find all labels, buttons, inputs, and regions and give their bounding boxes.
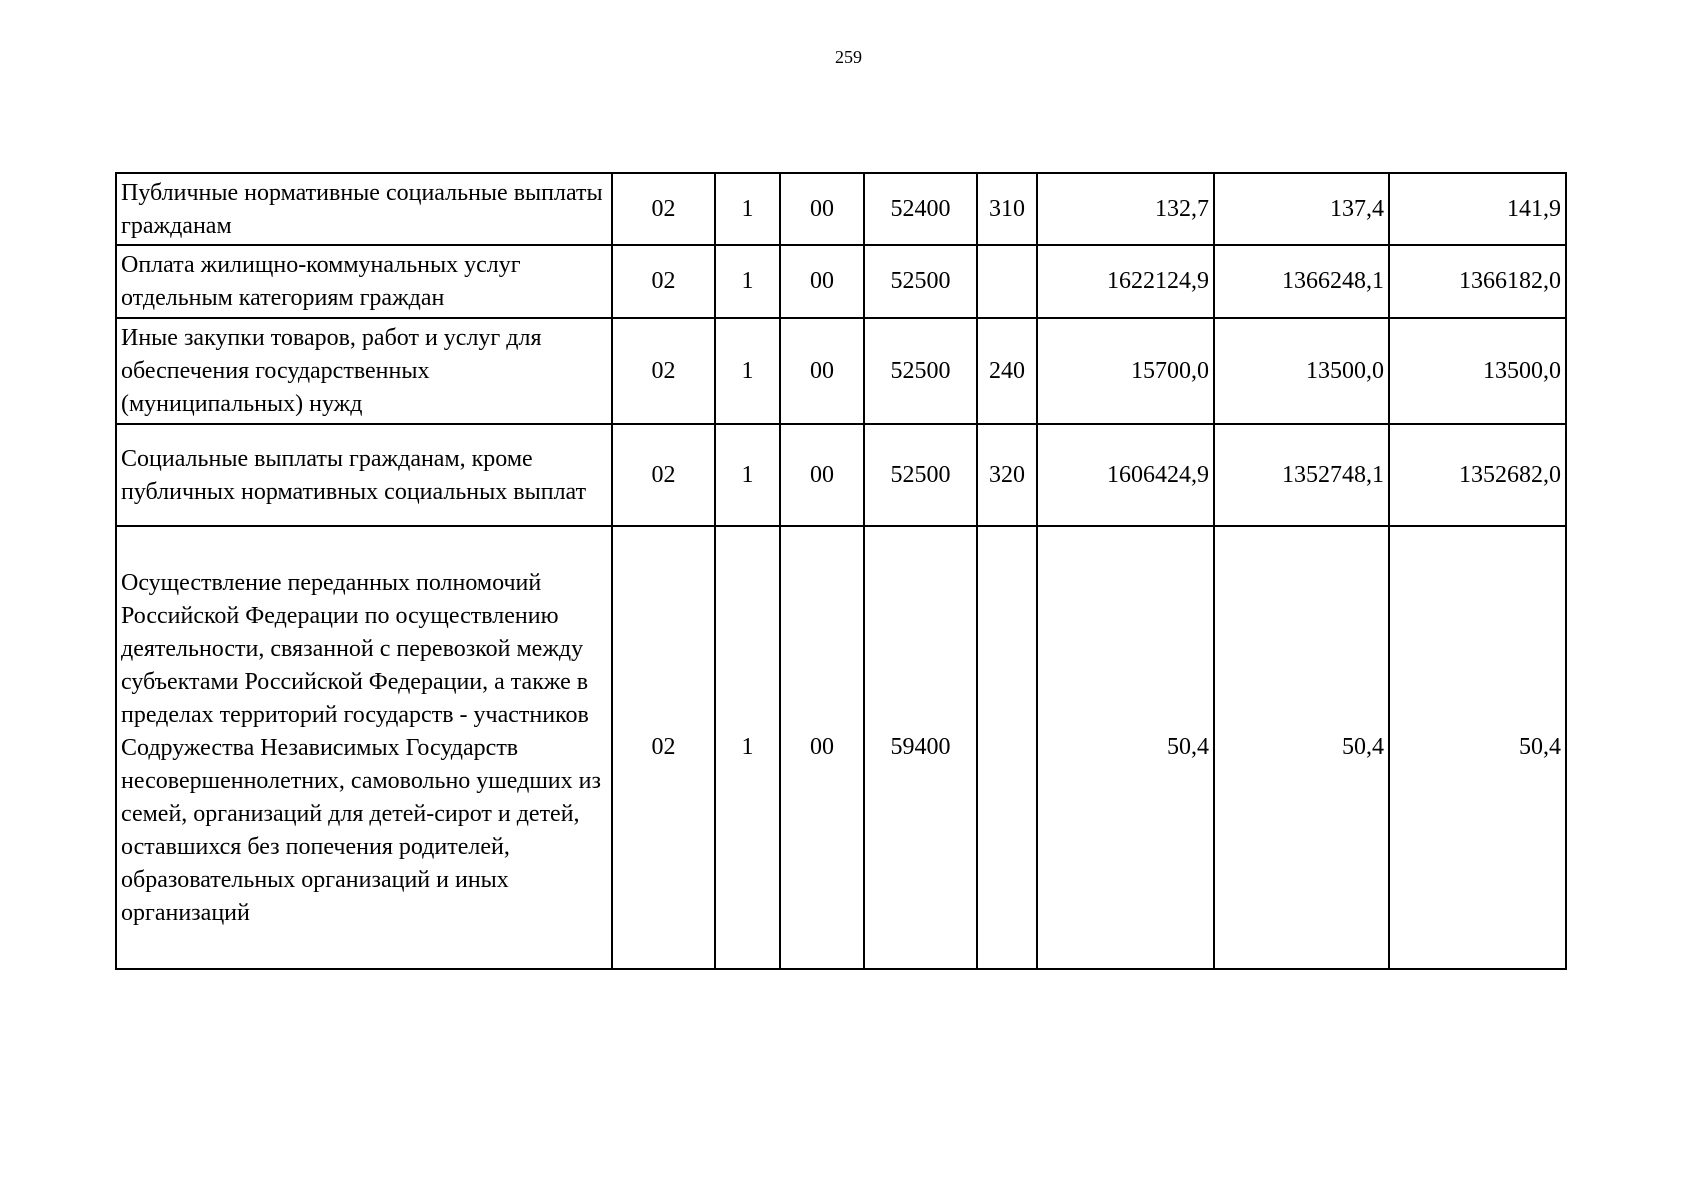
table-row (116, 424, 1566, 526)
amount-year1-cell: 1622124,9 (1037, 245, 1214, 318)
table-row (116, 526, 1566, 969)
table-row (116, 173, 1566, 245)
subprogram-code-cell: 1 (715, 173, 780, 245)
amount-year3-cell: 50,4 (1389, 526, 1566, 969)
expense-name-cell (116, 424, 612, 526)
expense-name-cell (116, 318, 612, 424)
amount-year1-cell: 1606424,9 (1037, 424, 1214, 526)
direction-code-cell: 52500 (864, 424, 977, 526)
amount-year1-cell: 132,7 (1037, 173, 1214, 245)
expense-type-code-cell (977, 526, 1037, 969)
direction-code-cell: 52400 (864, 173, 977, 245)
expense-name-cell (116, 245, 612, 318)
expense-name: Социальные выплаты гражданам, кроме публичных нормативных социальных выплат (121, 445, 587, 505)
expense-name-cell (116, 526, 612, 969)
subprogram-code-cell: 1 (715, 526, 780, 969)
subprogram-code-cell: 1 (715, 424, 780, 526)
amount-year2-cell: 13500,0 (1214, 318, 1389, 424)
amount-year3-cell: 141,9 (1389, 173, 1566, 245)
expense-type-code-cell: 310 (977, 173, 1037, 245)
amount-year2-cell: 1352748,1 (1214, 424, 1389, 526)
table-row (116, 318, 1566, 424)
direction-code-cell: 52500 (864, 318, 977, 424)
program-code-cell: 02 (612, 424, 715, 526)
program-code-cell: 02 (612, 245, 715, 318)
subprogram-code-cell: 1 (715, 245, 780, 318)
amount-year2-cell: 1366248,1 (1214, 245, 1389, 318)
amount-year3-cell: 1352682,0 (1389, 424, 1566, 526)
direction-code-cell: 59400 (864, 526, 977, 969)
expense-name-cell (116, 173, 612, 245)
main-event-code-cell: 00 (780, 173, 864, 245)
expense-name: Публичные нормативные социальные выплаты гражданам (121, 179, 603, 239)
program-code-cell: 02 (612, 318, 715, 424)
program-code-cell: 02 (612, 526, 715, 969)
main-event-code-cell: 00 (780, 526, 864, 969)
page-number: 259 (835, 47, 862, 67)
amount-year1-cell: 15700,0 (1037, 318, 1214, 424)
main-event-code-cell: 00 (780, 424, 864, 526)
amount-year3-cell: 1366182,0 (1389, 245, 1566, 318)
amount-year3-cell: 13500,0 (1389, 318, 1566, 424)
table-row (116, 245, 1566, 318)
amount-year1-cell: 50,4 (1037, 526, 1214, 969)
expense-name: Оплата жилищно-коммунальных услуг отдельным категориям граждан (121, 252, 521, 311)
expense-name: Иные закупки товаров, работ и услуг для обеспечения государственных (муниципальных) нужд (121, 325, 542, 417)
expense-name: Осуществление переданных полномочий Российской Федерации по осуществлению деятельности, связанной с перевозкой между субъектами Российской Федерации, а также в пределах территорий государств - участников Содружества Независимых Государств несовершеннолетних, самовольно ушедших из семей, организаций для детей-сирот и детей, оставшихся без попечения родителей, образовательных организаций и иных организаций (121, 569, 601, 926)
subprogram-code-cell: 1 (715, 318, 780, 424)
amount-year2-cell: 50,4 (1214, 526, 1389, 969)
budget-table (115, 172, 1567, 970)
direction-code-cell: 52500 (864, 245, 977, 318)
expense-type-code-cell: 320 (977, 424, 1037, 526)
expense-type-code-cell (977, 245, 1037, 318)
program-code-cell: 02 (612, 173, 715, 245)
expense-type-code-cell: 240 (977, 318, 1037, 424)
amount-year2-cell: 137,4 (1214, 173, 1389, 245)
main-event-code-cell: 00 (780, 245, 864, 318)
main-event-code-cell: 00 (780, 318, 864, 424)
